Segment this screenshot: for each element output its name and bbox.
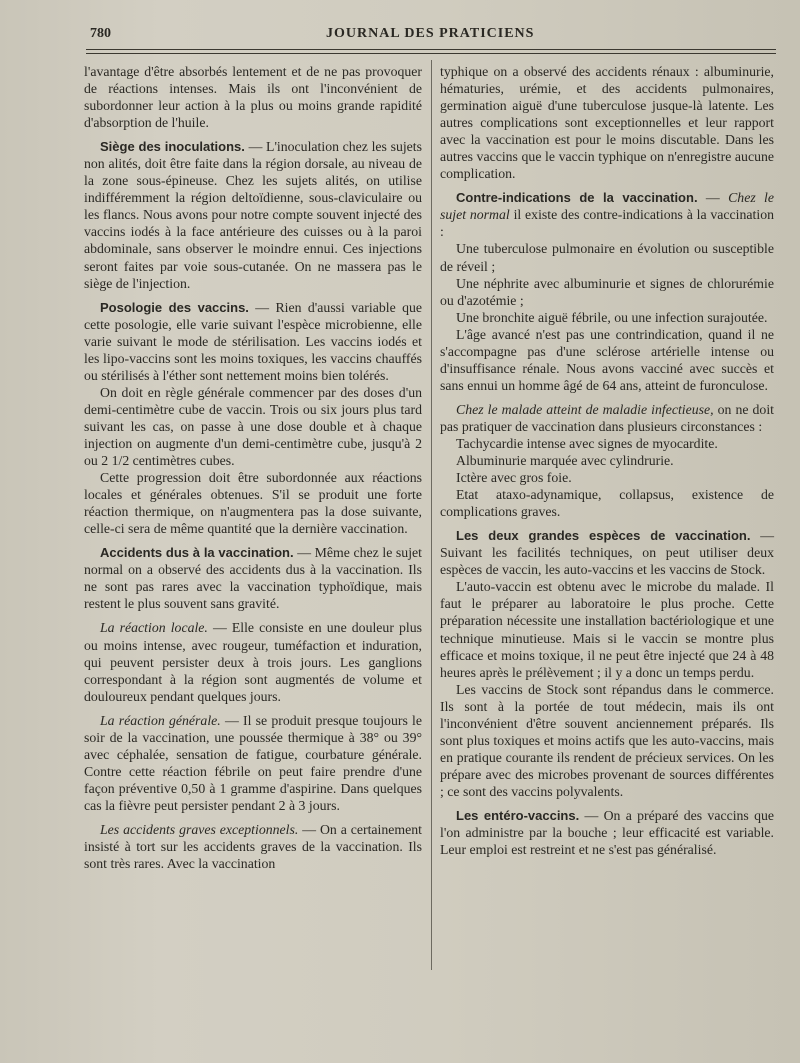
paragraph <box>440 486 774 520</box>
paragraph-text: Etat ataxo-adynamique, collapsus, existence de complications graves. <box>440 487 774 520</box>
section-paragraph <box>440 401 774 435</box>
section-paragraph <box>440 807 774 858</box>
paragraph <box>440 452 774 469</box>
paragraph-text: Une tuberculose pulmonaire en évolution ou susceptible de réveil ; <box>440 241 774 274</box>
paragraph-text: Une bronchite aiguë fébrile, ou une infection surajoutée. <box>456 309 768 325</box>
paragraph <box>440 469 774 486</box>
section-heading: La réaction locale. <box>100 620 208 636</box>
paragraph <box>84 469 422 537</box>
paragraph <box>440 326 774 394</box>
paragraph-text: — Suivant les facilités techniques, on peut utiliser deux espèces de vaccin, les auto-vaccins et les vaccins de Stock. <box>440 528 774 578</box>
paragraph-text: — Elle consiste en une douleur plus ou moins intense, avec rougeur, tuméfaction et induration, qui peuvent persister deux à trois jours. Les ganglions correspondant à la région sont augmentés de volume et douloureux pendant quelques jours. <box>84 620 422 704</box>
section-paragraph <box>440 189 774 240</box>
section-heading: Les deux grandes espèces de vaccination. <box>456 528 751 544</box>
paragraph-text: Les vaccins de Stock sont répandus dans le commerce. Ils sont à la portée de tout médecin, mais ils ont l'inconvénient d'être souvent anciennement préparés. Ils sont plus toxiques et moins actifs que les auto-vaccins, mais en pratique courante ils rendent de précieux services. On les prépare avec des microbes provenant de sources différentes ; ce sont des vaccins polyvalents. <box>440 681 774 799</box>
paragraph-text: Cette progression doit être subordonnée aux réactions locales et générales obtenues. S'il se produit une forte réaction thermique, on n'augmentera pas la dose suivante, celle-ci sera de même quantité que la dernière vaccination. <box>84 470 422 537</box>
section-heading: Les entéro-vaccins. <box>456 807 580 823</box>
paragraph-text: — Rien d'aussi variable que cette posologie, elle varie suivant l'espèce microbienne, elle varie suivant le mode de stérilisation. Les vaccins iodés et les lipo-vaccins sont les moins toxiques, les vaccins chauffés ou stérilisés à l'éther sont nettement moins bien tolérés. <box>84 299 422 383</box>
page-header <box>86 26 776 46</box>
section-paragraph <box>84 544 422 612</box>
header-rule <box>86 49 776 50</box>
section-paragraph <box>84 712 422 814</box>
section-heading: La réaction générale. <box>100 712 221 728</box>
section-heading: Posologie des vaccins. <box>100 299 249 315</box>
paragraph <box>440 435 774 452</box>
section-heading: Siège des inoculations. <box>100 139 245 155</box>
paragraph-text: Ictère avec gros foie. <box>456 470 572 486</box>
paragraph-text: typhique on a observé des accidents rénaux : albuminurie, hématuries, urémie, et des accidents pulmonaires, germination aiguë d'une tuberculose jusque-là latente. Les autres complications sont exceptionnelles et leur rapport avec la vaccination est pour le moins discutable. Dans les autres vaccins que le vaccin typhique on n'enregistre aucune complication. <box>440 64 774 182</box>
section-heading: Accidents dus à la vaccination. <box>100 545 294 561</box>
section-paragraph <box>440 527 774 578</box>
section-heading: Chez le malade atteint de maladie infectieuse, <box>456 401 714 417</box>
paragraph-text: On doit en règle générale commencer par des doses d'un demi-centimètre cube de vaccin. Trois ou six jours plus tard suivant les cas, on passe à une dose double et à chaque injection on augmente d'un demi-centimètre cube, jusqu'à 2 ou 2 1/2 centimètres cubes. <box>84 384 422 469</box>
paragraph-text: — <box>697 190 729 206</box>
section-paragraph <box>84 619 422 704</box>
section-heading: Les accidents graves exceptionnels. <box>100 821 299 837</box>
paragraph-text: Albuminurie marquée avec cylindrurie. <box>456 453 674 469</box>
right-column <box>440 63 774 858</box>
paragraph <box>84 384 422 469</box>
paragraph-text: — Même chez le sujet normal on a observé des accidents dus à la vaccination. Ils ne sont pas rares avec la vaccination typhoïdique, mais restent le plus souvent sans gravité. <box>84 545 422 612</box>
paragraph-text: — On a préparé des vaccins que l'on administre par la bouche ; leur efficacité est variable. Leur emploi est restreint et ne s'est pas généralisé. <box>440 807 774 858</box>
paragraph-text: — Il se produit presque toujours le soir de la vaccination, une poussée thermique à 38° ou 39° avec céphalée, sensation de fatigue, courbature générale. Contre cette réaction fébrile on peut faire prendre d'une façon préventive 0,50 à 1 gramme d'aspirine. Dans quelques cas la fièvre peut persister pendant 2 à 3 jours. <box>84 712 422 813</box>
paragraph <box>440 309 774 326</box>
italic-phrase: Chez le sujet normal <box>440 190 775 223</box>
journal-title: JOURNAL DES PRATICIENS <box>326 26 535 41</box>
section-paragraph <box>84 138 422 291</box>
page-number: 780 <box>90 26 111 41</box>
paragraph-text: — L'inoculation chez les sujets non alités, doit être faite dans la région dorsale, au niveau de la zone sous-épineuse. Chez les sujets alités, on utilise indifféremment la région deltoïdienne, sous-claviculaire ou les flancs. Nous avons pour notre compte souvent injecté des vaccins iodés à la face antérieure des cuisses ou à la paroi abdominale, sans observer le moindre ennui. Ces injections seront faites par voie sous-cutanée. On ne massera pas le siège de l'injection. <box>84 139 422 291</box>
paragraph-text: — On a certainement insisté à tort sur les accidents graves de la vaccination. Ils sont très rares. Avec la vaccination <box>84 821 422 872</box>
section-heading: Contre-indications de la vaccination. <box>456 190 698 206</box>
section-paragraph <box>84 821 422 872</box>
section-paragraph <box>84 299 422 384</box>
paragraph-text: Une néphrite avec albuminurie et signes de chlorurémie ou d'azotémie ; <box>440 275 774 308</box>
paragraph-text: Tachycardie intense avec signes de myocardite. <box>456 435 718 451</box>
paragraph-text-tail: il existe des contre-indications à la vaccination : <box>440 207 774 240</box>
header-rule-secondary <box>86 53 776 54</box>
paragraph <box>440 240 774 274</box>
paragraph-text: L'auto-vaccin est obtenu avec le microbe du malade. Il faut le préparer au laboratoire le plus proche. Cette préparation nécessite une installation bactériologique et une technique minutieuse. Mais si le vaccin se montre plus efficace et moins toxique, il ne peut être injecté que 24 à 48 heures après le prélèvement ; il y a donc un temps perdu. <box>440 579 774 680</box>
left-column <box>84 63 422 872</box>
paragraph <box>440 681 774 800</box>
paragraph <box>440 578 774 680</box>
paragraph-text: L'âge avancé n'est pas une contrindication, quand il ne s'accompagne pas d'une sclérose artérielle intense ou d'insuffisance rénale. Nous avons vacciné avec succès et sans ennui un homme âgé de 64 ans, atteint de furonculose. <box>440 326 774 393</box>
column-divider <box>431 60 432 970</box>
paragraph-text: on ne doit pas pratiquer de vaccination dans plusieurs circonstances : <box>440 401 774 434</box>
paragraph <box>84 63 422 131</box>
paragraph <box>440 275 774 309</box>
paragraph <box>440 63 774 182</box>
paragraph-text: l'avantage d'être absorbés lentement et de ne pas provoquer de réactions intenses. Mais ils ont l'inconvénient de subordonner leur action à la plus ou moins grande rapidité d'absorption de l'huile. <box>84 64 422 131</box>
